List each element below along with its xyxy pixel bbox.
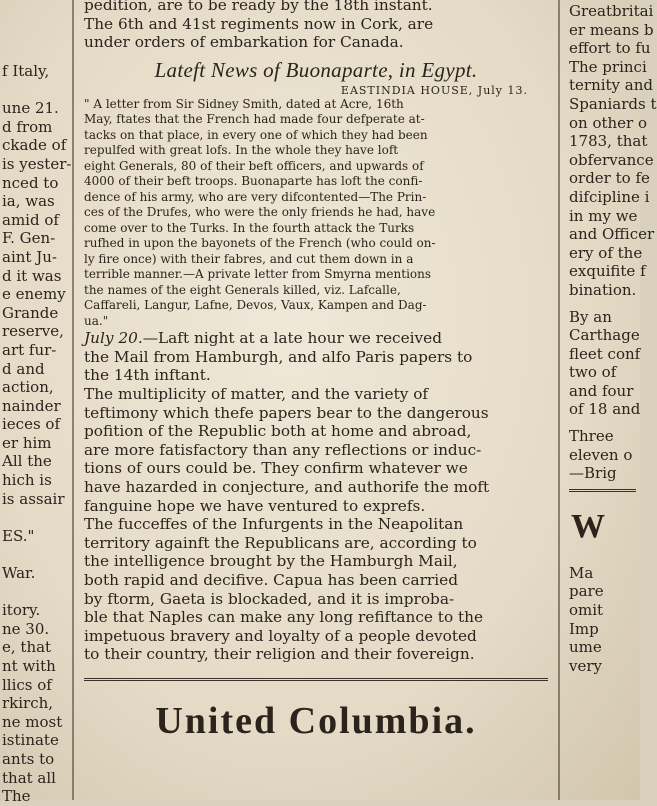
left-column-line: d and xyxy=(2,359,45,378)
right-column-line: exquifite f xyxy=(569,262,646,281)
letter-paragraph xyxy=(84,97,548,330)
right-column-line: order to fe xyxy=(569,169,650,188)
letter-line: the names of the eight Generals killed, viz. Lafcalle, xyxy=(84,282,401,297)
right-column-line: eleven o xyxy=(569,445,633,464)
left-column-line: The xyxy=(2,787,31,806)
article-dateline: EASTINDIA HOUSE, July 13. xyxy=(340,83,528,97)
left-column-text xyxy=(0,0,72,806)
multiplicity-line: tions of ours could be. They confirm whatever we xyxy=(84,459,468,478)
right-column-line: —Brig xyxy=(569,464,617,483)
left-column-line: ckade of xyxy=(2,136,67,155)
letter-line: Caffareli, Langur, Lafne, Devos, Vaux, Kampen and Dag- xyxy=(84,298,427,313)
right-column-line: Spaniards t xyxy=(569,94,657,113)
insurgents-line: ble that Naples can make any long refiftance to the xyxy=(84,608,484,627)
july20-paragraph xyxy=(84,329,548,385)
insurgents-line: by ftorm, Gaeta is blockaded, and it is improba- xyxy=(84,589,455,608)
right-column-line: Three xyxy=(569,427,614,446)
letter-line: rufhed in upon the bayonets of the French (who could on- xyxy=(84,236,436,251)
top-paragraph-line: under orders of embarkation for Canada. xyxy=(84,33,404,52)
left-column-line: War. xyxy=(2,564,36,583)
column-rule-left xyxy=(72,0,74,800)
main-column xyxy=(80,0,552,800)
left-column-line: All the xyxy=(2,452,52,471)
left-column-line: nced to xyxy=(2,173,59,192)
right-column-line: ery of the xyxy=(569,243,643,262)
right-column-line: effort to fu xyxy=(569,39,651,58)
right-column-line: The princi xyxy=(569,57,647,76)
july20-first-line: —Laft night at a late hour we received xyxy=(142,329,443,348)
july20-line: the 14th inftant. xyxy=(84,366,211,385)
right-column-line: Ma xyxy=(569,563,594,582)
multiplicity-line: fanguine hope we have ventured to exprefs. xyxy=(84,496,426,515)
multiplicity-line: have hazarded in conjecture, and authorife the moft xyxy=(84,478,490,497)
right-column-text-a xyxy=(569,2,657,300)
right-column-text-c xyxy=(569,427,640,483)
right-column-line: and Officer xyxy=(569,225,655,244)
letter-line: " A letter from Sir Sidney Smith, dated at Acre, 16th xyxy=(84,96,404,111)
right-column-line: Greatbritai xyxy=(569,2,654,20)
right-column-line: on other o xyxy=(569,113,648,132)
left-column xyxy=(0,0,72,806)
right-column-line: two of xyxy=(569,363,617,382)
multiplicity-line: are more fatisfactory than any reflections or induc- xyxy=(84,440,482,459)
left-column-line: une 21. xyxy=(2,99,59,118)
right-column-text-b xyxy=(569,308,640,420)
left-column-line: ants to xyxy=(2,749,55,768)
letter-line: ly fire once) with their fabres, and cut them down in a xyxy=(84,251,414,266)
letter-line: terrible manner.—A private letter from Smyrna mentions xyxy=(84,267,432,282)
right-column-line: and four xyxy=(569,381,634,400)
july20-lead: July 20. xyxy=(84,329,143,348)
letter-line: dence of his army, who are very difcontented—The Prin- xyxy=(84,189,427,204)
letter-line: come over to the Turks. In the fourth attack the Turks xyxy=(84,220,415,235)
left-column-line: nt with xyxy=(2,657,56,675)
masthead-title: United Columbia. xyxy=(155,699,477,742)
left-column-line: ne most xyxy=(2,712,63,731)
left-column-line: F. Gen- xyxy=(2,229,56,248)
left-column-line: e, that xyxy=(2,638,52,657)
left-column-line xyxy=(2,545,66,564)
left-column-line: ia, was xyxy=(2,192,55,211)
letter-line: May, ftates that the French had made four defperate at- xyxy=(84,112,425,127)
letter-line: repulfed with great lofs. In the whole they have loft xyxy=(84,143,399,158)
right-column-line: obfervance xyxy=(569,150,654,169)
left-column-line: istinate xyxy=(2,731,59,750)
insurgents-line: the intelligence brought by the Hamburgh Mail, xyxy=(84,552,458,571)
letter-line: eight Generals, 80 of their beft officers, and upwards of xyxy=(84,158,424,173)
top-paragraph-line: The 6th and 41st regiments now in Cork, are xyxy=(84,14,434,33)
left-column-line: hich is xyxy=(2,471,52,490)
right-column-line: in my we xyxy=(569,206,638,225)
right-column-divider xyxy=(569,489,636,498)
left-column-line: llics of xyxy=(2,675,52,694)
section-divider xyxy=(84,678,548,689)
insurgents-line: territory againft the Republicans are, according to xyxy=(84,533,477,552)
column-rule-right xyxy=(558,0,560,800)
letter-line: 4000 of their beft troops. Buonaparte has loft the confi- xyxy=(84,174,423,189)
left-column-line: e enemy xyxy=(2,285,66,304)
right-column-line: of 18 and xyxy=(569,400,641,419)
left-column-line: that all xyxy=(2,768,56,787)
top-paragraph xyxy=(84,0,548,52)
right-column-big-letter: W xyxy=(571,507,605,545)
letter-line: ces of the Drufes, who were the only friends he had, have xyxy=(84,205,436,220)
left-column-line: ieces of xyxy=(2,415,61,434)
right-column-line: difcipline i xyxy=(569,187,650,206)
right-column-line: By an xyxy=(569,307,612,326)
multiplicity-line: teftimony which thefe papers bear to the dangerous xyxy=(84,403,489,422)
right-column-line: omit xyxy=(569,601,604,620)
right-column-line: pare xyxy=(569,582,604,601)
right-column-line: fleet conf xyxy=(569,344,641,363)
letter-line: ua." xyxy=(84,313,109,328)
right-column-text-d xyxy=(569,564,640,676)
insurgents-line: both rapid and decifive. Capua has been carried xyxy=(84,571,458,589)
left-column-line: aint Ju- xyxy=(2,247,57,266)
right-column-line: Carthage xyxy=(569,326,640,345)
left-column-line xyxy=(2,81,66,100)
left-column-line: f Italy, xyxy=(2,62,50,80)
left-column-line: reserve, xyxy=(2,322,64,341)
left-column-line: ne 30. xyxy=(2,619,50,638)
insurgents-line: impetuous bravery and loyalty of a people devoted xyxy=(84,626,477,645)
insurgents-line: to their country, their religion and their fovereign. xyxy=(84,645,475,664)
left-column-line xyxy=(2,508,66,527)
left-column-line: art fur- xyxy=(2,340,57,359)
right-column-line: very xyxy=(569,656,602,675)
right-column-line: 1783, that xyxy=(569,132,648,151)
right-column-line: er means b xyxy=(569,20,654,39)
right-column-line: Imp xyxy=(569,619,599,638)
right-column-line: bination. xyxy=(569,280,637,299)
multiplicity-line: pofition of the Republic both at home and abroad, xyxy=(84,422,472,441)
left-column-line: action, xyxy=(2,378,54,397)
insurgents-paragraph xyxy=(84,515,548,664)
right-column-line: ume xyxy=(569,638,602,657)
left-column-line: amid of xyxy=(2,210,59,229)
left-column-line: is yester- xyxy=(2,154,72,173)
left-column-line: nainder xyxy=(2,396,61,415)
letter-line: tacks on that place, in every one of which they had been xyxy=(84,127,428,142)
right-column xyxy=(566,0,657,800)
left-column-line: d it was xyxy=(2,266,62,285)
left-column-line: Grande xyxy=(2,303,59,322)
right-column-line: ternity and xyxy=(569,76,654,95)
july20-line: the Mail from Hamburgh, and alfo Paris papers to xyxy=(84,347,473,366)
left-column-line: ES." xyxy=(2,526,35,545)
article-headline: Lateft News of Buonaparte, in Egypt. xyxy=(154,57,478,82)
left-column-line xyxy=(2,583,66,602)
insurgents-line: The fucceffes of the Infurgents in the Neapolitan xyxy=(84,515,464,534)
left-column-line: is assair xyxy=(2,489,65,508)
left-column-line: er him xyxy=(2,433,52,452)
multiplicity-paragraph xyxy=(84,385,548,515)
top-paragraph-line: pedition, are to be ready by the 18th instant. xyxy=(84,0,433,14)
left-column-line: d from xyxy=(2,117,53,136)
left-column-line: itory. xyxy=(2,601,41,620)
left-column-line: rkirch, xyxy=(2,694,54,713)
multiplicity-line: The multiplicity of matter, and the variety of xyxy=(84,385,429,404)
